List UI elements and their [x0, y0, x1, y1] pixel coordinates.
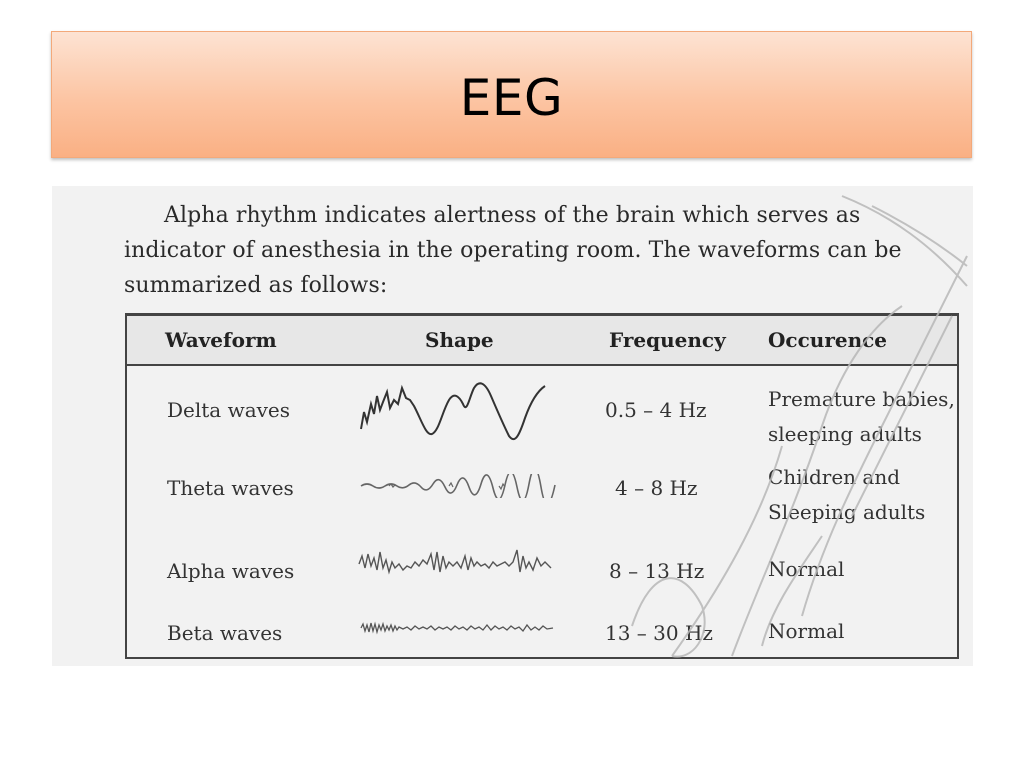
- delta-waveform-shape: [359, 374, 564, 444]
- beta-waveform-shape: [359, 616, 559, 640]
- frequency-delta: 0.5 – 4 Hz: [605, 398, 707, 422]
- header-occurence: Occurence: [768, 328, 888, 352]
- occurrence-delta-line1: Premature babies,: [768, 387, 955, 411]
- occurrence-delta-line2: sleeping adults: [768, 422, 922, 446]
- waveform-name-theta: Theta waves: [167, 476, 294, 500]
- occurrence-beta-line1: Normal: [768, 619, 845, 643]
- waveform-name-alpha: Alpha waves: [167, 559, 295, 583]
- frequency-beta: 13 – 30 Hz: [605, 621, 713, 645]
- frequency-theta: 4 – 8 Hz: [615, 476, 698, 500]
- slide-title: EEG: [459, 68, 564, 127]
- theta-waveform-shape: [359, 474, 559, 498]
- slide-title-bar: [51, 31, 972, 158]
- intro-paragraph: Alpha rhythm indicates alertness of the brain which serves as indicator of anesthesia in the operating room. The waveforms can be summarized as follows:: [124, 203, 902, 298]
- occurrence-theta-line2: Sleeping adults: [768, 500, 926, 524]
- alpha-waveform-shape: [357, 542, 557, 582]
- watermark-overlay: [612, 186, 973, 666]
- frequency-alpha: 8 – 13 Hz: [609, 559, 705, 583]
- header-frequency: Frequency: [609, 328, 726, 352]
- occurrence-alpha-line1: Normal: [768, 557, 845, 581]
- waveform-name-delta: Delta waves: [167, 398, 291, 422]
- header-shape: Shape: [425, 328, 494, 352]
- waveform-name-beta: Beta waves: [167, 621, 283, 645]
- scanned-textbook-excerpt: [52, 186, 973, 666]
- occurrence-theta-line1: Children and: [768, 465, 901, 489]
- header-waveform: Waveform: [165, 328, 277, 352]
